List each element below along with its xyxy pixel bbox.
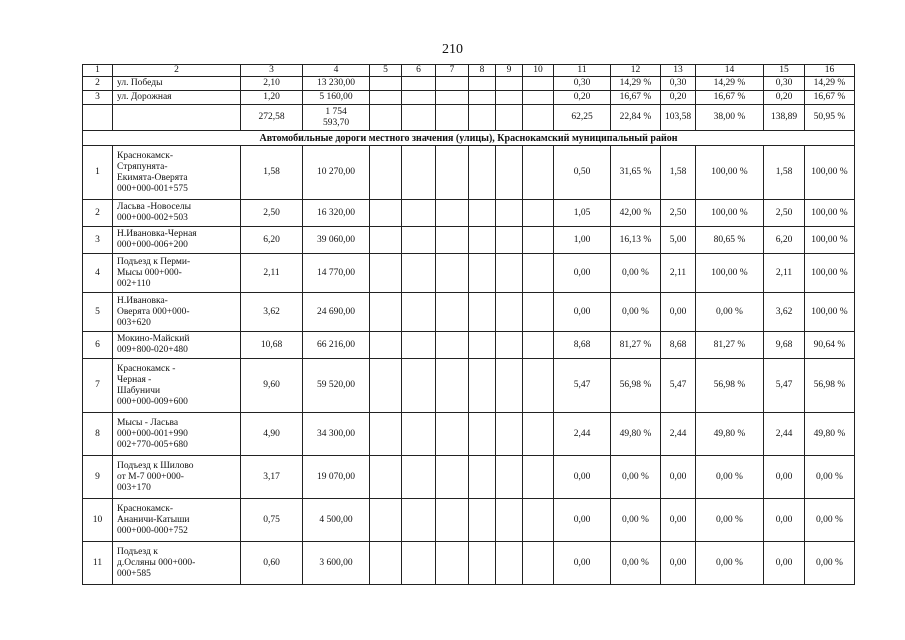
total-col-4: 1 754 593,70 xyxy=(303,105,370,131)
cell-col-5 xyxy=(370,227,402,254)
row-number: 10 xyxy=(83,499,113,542)
column-header-11: 11 xyxy=(554,65,611,77)
cell-col-5 xyxy=(370,542,402,585)
row-number: 8 xyxy=(83,413,113,456)
row-number: 3 xyxy=(83,91,113,105)
cell-col-6 xyxy=(402,146,436,200)
cell-col-5 xyxy=(370,293,402,332)
cell-col-3: 0,60 xyxy=(241,542,303,585)
cell-col-5 xyxy=(370,200,402,227)
table-row xyxy=(83,293,855,332)
cell-col-5 xyxy=(370,91,402,105)
cell-col-7 xyxy=(436,200,469,227)
cell-col-13: 8,68 xyxy=(661,332,696,359)
cell-col-8 xyxy=(469,499,496,542)
row-number: 3 xyxy=(83,227,113,254)
cell-col-7 xyxy=(436,227,469,254)
cell-col-4: 16 320,00 xyxy=(303,200,370,227)
section-row xyxy=(83,131,855,146)
table-row xyxy=(83,359,855,413)
cell-col-10 xyxy=(523,499,554,542)
cell-col-16: 90,64 % xyxy=(805,332,855,359)
cell-col-4: 10 270,00 xyxy=(303,146,370,200)
cell-col-6 xyxy=(402,293,436,332)
cell-col-16: 16,67 % xyxy=(805,91,855,105)
cell-col-3: 4,90 xyxy=(241,413,303,456)
total-col-15: 138,89 xyxy=(764,105,805,131)
cell-col-12: 56,98 % xyxy=(611,359,661,413)
row-number: 5 xyxy=(83,293,113,332)
road-name: Подъезд к Шилово от М-7 000+000- 003+170 xyxy=(113,456,241,499)
cell-col-7 xyxy=(436,293,469,332)
cell-col-13: 0,20 xyxy=(661,91,696,105)
cell-col-10 xyxy=(523,77,554,91)
cell-col-13: 0,00 xyxy=(661,293,696,332)
cell-col-3: 3,62 xyxy=(241,293,303,332)
total-row xyxy=(83,105,855,131)
cell-col-7 xyxy=(436,542,469,585)
row-number: 6 xyxy=(83,332,113,359)
cell-col-15: 0,30 xyxy=(764,77,805,91)
cell-col-10 xyxy=(523,359,554,413)
cell-col-8 xyxy=(469,91,496,105)
cell-col-10 xyxy=(523,542,554,585)
cell-col-12: 0,00 % xyxy=(611,499,661,542)
road-name: Подъезд к Перми- Мысы 000+000- 002+110 xyxy=(113,254,241,293)
cell-col-8 xyxy=(469,293,496,332)
cell-col-9 xyxy=(496,91,523,105)
cell-col-14: 0,00 % xyxy=(696,456,764,499)
cell-col-3: 6,20 xyxy=(241,227,303,254)
cell-col-7 xyxy=(436,254,469,293)
cell-col-5 xyxy=(370,77,402,91)
cell-col-6 xyxy=(402,332,436,359)
road-name xyxy=(113,105,241,131)
cell-col-4: 66 216,00 xyxy=(303,332,370,359)
column-header-12: 12 xyxy=(611,65,661,77)
cell-col-12: 49,80 % xyxy=(611,413,661,456)
cell-col-14: 100,00 % xyxy=(696,254,764,293)
cell-col-9 xyxy=(496,332,523,359)
road-name: Мокино-Майский 009+800-020+480 xyxy=(113,332,241,359)
road-name: ул. Победы xyxy=(113,77,241,91)
table-row xyxy=(83,200,855,227)
row-number: 9 xyxy=(83,456,113,499)
road-name: Н.Ивановка- Оверята 000+000- 003+620 xyxy=(113,293,241,332)
cell-col-9 xyxy=(496,413,523,456)
cell-col-8 xyxy=(469,200,496,227)
cell-col-3: 2,11 xyxy=(241,254,303,293)
cell-col-6 xyxy=(402,105,436,131)
cell-col-14: 100,00 % xyxy=(696,200,764,227)
cell-col-11: 0,00 xyxy=(554,254,611,293)
cell-col-12: 0,00 % xyxy=(611,254,661,293)
cell-col-12: 0,00 % xyxy=(611,293,661,332)
cell-col-4: 13 230,00 xyxy=(303,77,370,91)
column-header-2: 2 xyxy=(113,65,241,77)
cell-col-12: 81,27 % xyxy=(611,332,661,359)
cell-col-16: 14,29 % xyxy=(805,77,855,91)
cell-col-11: 0,20 xyxy=(554,91,611,105)
cell-col-14: 0,00 % xyxy=(696,499,764,542)
cell-col-15: 2,11 xyxy=(764,254,805,293)
cell-col-9 xyxy=(496,105,523,131)
cell-col-6 xyxy=(402,200,436,227)
cell-col-6 xyxy=(402,542,436,585)
cell-col-12: 14,29 % xyxy=(611,77,661,91)
cell-col-9 xyxy=(496,227,523,254)
cell-col-9 xyxy=(496,146,523,200)
cell-col-14: 0,00 % xyxy=(696,293,764,332)
cell-col-4: 3 600,00 xyxy=(303,542,370,585)
cell-col-4: 59 520,00 xyxy=(303,359,370,413)
cell-col-7 xyxy=(436,456,469,499)
cell-col-16: 100,00 % xyxy=(805,227,855,254)
cell-col-12: 31,65 % xyxy=(611,146,661,200)
column-header-9: 9 xyxy=(496,65,523,77)
cell-col-6 xyxy=(402,413,436,456)
cell-col-3: 0,75 xyxy=(241,499,303,542)
cell-col-3: 10,68 xyxy=(241,332,303,359)
cell-col-6 xyxy=(402,254,436,293)
total-col-11: 62,25 xyxy=(554,105,611,131)
cell-col-7 xyxy=(436,413,469,456)
cell-col-11: 8,68 xyxy=(554,332,611,359)
cell-col-15: 2,44 xyxy=(764,413,805,456)
page-number: 210 xyxy=(442,42,463,57)
cell-col-5 xyxy=(370,254,402,293)
cell-col-6 xyxy=(402,499,436,542)
cell-col-10 xyxy=(523,332,554,359)
cell-col-11: 0,00 xyxy=(554,499,611,542)
cell-col-8 xyxy=(469,77,496,91)
cell-col-15: 0,00 xyxy=(764,456,805,499)
cell-col-16: 100,00 % xyxy=(805,293,855,332)
cell-col-9 xyxy=(496,359,523,413)
row-number: 7 xyxy=(83,359,113,413)
cell-col-16: 49,80 % xyxy=(805,413,855,456)
cell-col-15: 3,62 xyxy=(764,293,805,332)
table-row xyxy=(83,413,855,456)
cell-col-11: 1,05 xyxy=(554,200,611,227)
cell-col-13: 1,58 xyxy=(661,146,696,200)
cell-col-11: 0,00 xyxy=(554,542,611,585)
cell-col-10 xyxy=(523,227,554,254)
cell-col-14: 14,29 % xyxy=(696,77,764,91)
cell-col-16: 100,00 % xyxy=(805,200,855,227)
cell-col-13: 0,00 xyxy=(661,499,696,542)
total-col-14: 38,00 % xyxy=(696,105,764,131)
cell-col-9 xyxy=(496,77,523,91)
cell-col-3: 3,17 xyxy=(241,456,303,499)
table-row xyxy=(83,91,855,105)
row-number: 4 xyxy=(83,254,113,293)
cell-col-8 xyxy=(469,542,496,585)
cell-col-14: 0,00 % xyxy=(696,542,764,585)
cell-col-13: 5,47 xyxy=(661,359,696,413)
cell-col-13: 0,30 xyxy=(661,77,696,91)
cell-col-12: 0,00 % xyxy=(611,542,661,585)
cell-col-5 xyxy=(370,146,402,200)
cell-col-3: 1,20 xyxy=(241,91,303,105)
cell-col-12: 42,00 % xyxy=(611,200,661,227)
cell-col-9 xyxy=(496,542,523,585)
cell-col-5 xyxy=(370,359,402,413)
cell-col-16: 0,00 % xyxy=(805,456,855,499)
cell-col-11: 0,30 xyxy=(554,77,611,91)
cell-col-16: 0,00 % xyxy=(805,542,855,585)
column-header-3: 3 xyxy=(241,65,303,77)
cell-col-9 xyxy=(496,456,523,499)
cell-col-13: 5,00 xyxy=(661,227,696,254)
cell-col-5 xyxy=(370,332,402,359)
cell-col-13: 2,50 xyxy=(661,200,696,227)
cell-col-5 xyxy=(370,413,402,456)
table-row xyxy=(83,332,855,359)
cell-col-7 xyxy=(436,359,469,413)
column-header-8: 8 xyxy=(469,65,496,77)
cell-col-5 xyxy=(370,456,402,499)
column-header-13: 13 xyxy=(661,65,696,77)
cell-col-4: 24 690,00 xyxy=(303,293,370,332)
column-header-10: 10 xyxy=(523,65,554,77)
cell-col-3: 1,58 xyxy=(241,146,303,200)
cell-col-8 xyxy=(469,456,496,499)
row-number: 11 xyxy=(83,542,113,585)
road-name: Ласьва -Новоселы 000+000-002+503 xyxy=(113,200,241,227)
cell-col-9 xyxy=(496,200,523,227)
road-name: Подъезд к д.Осляны 000+000- 000+585 xyxy=(113,542,241,585)
cell-col-14: 81,27 % xyxy=(696,332,764,359)
row-number xyxy=(83,105,113,131)
cell-col-10 xyxy=(523,293,554,332)
cell-col-15: 0,00 xyxy=(764,542,805,585)
column-header-4: 4 xyxy=(303,65,370,77)
cell-col-10 xyxy=(523,146,554,200)
cell-col-8 xyxy=(469,332,496,359)
cell-col-10 xyxy=(523,254,554,293)
cell-col-6 xyxy=(402,77,436,91)
total-col-13: 103,58 xyxy=(661,105,696,131)
cell-col-3: 9,60 xyxy=(241,359,303,413)
table-row xyxy=(83,456,855,499)
cell-col-11: 1,00 xyxy=(554,227,611,254)
cell-col-9 xyxy=(496,254,523,293)
row-number: 2 xyxy=(83,200,113,227)
cell-col-4: 39 060,00 xyxy=(303,227,370,254)
row-number: 2 xyxy=(83,77,113,91)
cell-col-13: 0,00 xyxy=(661,542,696,585)
cell-col-7 xyxy=(436,77,469,91)
cell-col-5 xyxy=(370,499,402,542)
row-number: 1 xyxy=(83,146,113,200)
header-row xyxy=(83,65,855,77)
cell-col-13: 2,11 xyxy=(661,254,696,293)
table-row xyxy=(83,227,855,254)
cell-col-15: 5,47 xyxy=(764,359,805,413)
column-header-1: 1 xyxy=(83,65,113,77)
cell-col-11: 0,00 xyxy=(554,293,611,332)
cell-col-16: 100,00 % xyxy=(805,146,855,200)
cell-col-14: 49,80 % xyxy=(696,413,764,456)
cell-col-3: 2,50 xyxy=(241,200,303,227)
column-header-14: 14 xyxy=(696,65,764,77)
cell-col-4: 19 070,00 xyxy=(303,456,370,499)
cell-col-4: 5 160,00 xyxy=(303,91,370,105)
column-header-16: 16 xyxy=(805,65,855,77)
cell-col-11: 0,50 xyxy=(554,146,611,200)
column-header-6: 6 xyxy=(402,65,436,77)
total-col-12: 22,84 % xyxy=(611,105,661,131)
table-row xyxy=(83,499,855,542)
cell-col-14: 16,67 % xyxy=(696,91,764,105)
cell-col-15: 0,00 xyxy=(764,499,805,542)
cell-col-13: 2,44 xyxy=(661,413,696,456)
cell-col-4: 14 770,00 xyxy=(303,254,370,293)
cell-col-4: 4 500,00 xyxy=(303,499,370,542)
cell-col-6 xyxy=(402,227,436,254)
table-row xyxy=(83,146,855,200)
cell-col-7 xyxy=(436,105,469,131)
cell-col-12: 16,67 % xyxy=(611,91,661,105)
road-name: Краснокамск- Стряпунята- Екимята-Оверята 000+000-001+575 xyxy=(113,146,241,200)
cell-col-7 xyxy=(436,332,469,359)
road-name: Мысы - Ласьва 000+000-001+990 002+770-005+680 xyxy=(113,413,241,456)
total-col-16: 50,95 % xyxy=(805,105,855,131)
cell-col-8 xyxy=(469,105,496,131)
cell-col-9 xyxy=(496,293,523,332)
road-name: Краснокамск- Ананичи-Катыши 000+000-000+752 xyxy=(113,499,241,542)
road-name: Н.Ивановка-Черная 000+000-006+200 xyxy=(113,227,241,254)
cell-col-11: 5,47 xyxy=(554,359,611,413)
cell-col-8 xyxy=(469,227,496,254)
total-col-3: 272,58 xyxy=(241,105,303,131)
cell-col-3: 2,10 xyxy=(241,77,303,91)
cell-col-13: 0,00 xyxy=(661,456,696,499)
cell-col-15: 0,20 xyxy=(764,91,805,105)
cell-col-8 xyxy=(469,359,496,413)
cell-col-10 xyxy=(523,200,554,227)
road-name: Краснокамск - Черная - Шабуничи 000+000-009+600 xyxy=(113,359,241,413)
road-name: ул. Дорожная xyxy=(113,91,241,105)
column-header-5: 5 xyxy=(370,65,402,77)
table-row xyxy=(83,542,855,585)
cell-col-6 xyxy=(402,456,436,499)
column-header-7: 7 xyxy=(436,65,469,77)
cell-col-12: 16,13 % xyxy=(611,227,661,254)
cell-col-10 xyxy=(523,91,554,105)
cell-col-10 xyxy=(523,413,554,456)
cell-col-7 xyxy=(436,91,469,105)
cell-col-16: 56,98 % xyxy=(805,359,855,413)
cell-col-6 xyxy=(402,359,436,413)
cell-col-11: 2,44 xyxy=(554,413,611,456)
table-row xyxy=(83,77,855,91)
cell-col-11: 0,00 xyxy=(554,456,611,499)
cell-col-9 xyxy=(496,499,523,542)
cell-col-15: 1,58 xyxy=(764,146,805,200)
cell-col-16: 100,00 % xyxy=(805,254,855,293)
cell-col-15: 2,50 xyxy=(764,200,805,227)
cell-col-10 xyxy=(523,105,554,131)
cell-col-14: 56,98 % xyxy=(696,359,764,413)
cell-col-7 xyxy=(436,499,469,542)
table-row xyxy=(83,254,855,293)
cell-col-14: 80,65 % xyxy=(696,227,764,254)
section-title: Автомобильные дороги местного значения (улицы), Краснокамский муниципальный район xyxy=(83,131,855,146)
cell-col-10 xyxy=(523,456,554,499)
cell-col-7 xyxy=(436,146,469,200)
cell-col-12: 0,00 % xyxy=(611,456,661,499)
cell-col-5 xyxy=(370,105,402,131)
cell-col-16: 0,00 % xyxy=(805,499,855,542)
cell-col-8 xyxy=(469,146,496,200)
cell-col-15: 6,20 xyxy=(764,227,805,254)
column-header-15: 15 xyxy=(764,65,805,77)
cell-col-14: 100,00 % xyxy=(696,146,764,200)
cell-col-4: 34 300,00 xyxy=(303,413,370,456)
cell-col-8 xyxy=(469,254,496,293)
roads-table xyxy=(82,64,855,585)
cell-col-6 xyxy=(402,91,436,105)
cell-col-8 xyxy=(469,413,496,456)
cell-col-15: 9,68 xyxy=(764,332,805,359)
